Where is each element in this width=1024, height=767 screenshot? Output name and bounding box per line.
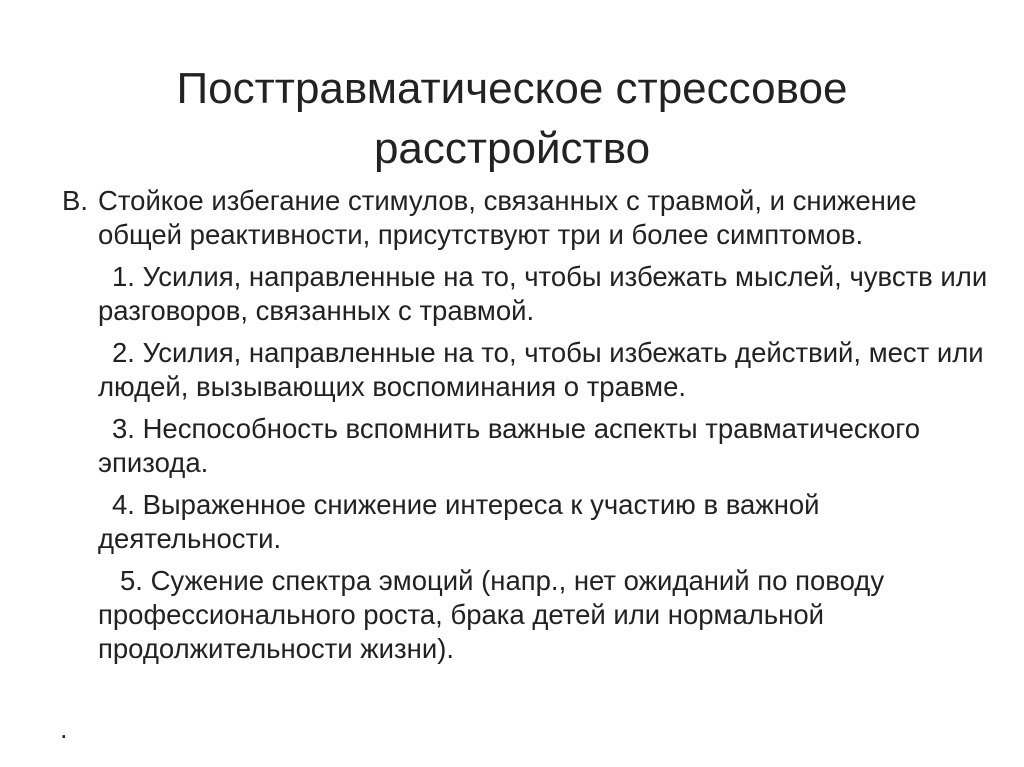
criterion-label: В.	[62, 185, 88, 216]
list-item	[62, 260, 992, 328]
symptom-list	[62, 260, 992, 666]
slide-title-line-2: расстройство	[373, 124, 651, 174]
list-item-text: 5. Сужение спектра эмоций (напр., нет ожиданий по поводу профессионального роста, брака детей или нормальной продолжительности жизни).	[98, 565, 885, 664]
criterion-text: Стойкое избегание стимулов, связанных с травмой, и снижение общей реактивности, присутствуют три и более симптомов.	[98, 185, 917, 250]
list-item-text: 4. Выраженное снижение интереса к участию в важной деятельности.	[98, 489, 820, 554]
list-item	[62, 488, 992, 556]
list-item	[62, 412, 992, 480]
list-item-text: 3. Неспособность вспомнить важные аспекты травматического эпизода.	[98, 413, 921, 478]
trailing-dot: .	[60, 714, 68, 744]
list-item-text: 2. Усилия, направленные на то, чтобы избежать действий, мест или людей, вызывающих воспоминания о травме.	[98, 337, 984, 402]
slide-title	[80, 59, 944, 179]
slide-body	[62, 184, 992, 674]
list-item	[62, 564, 992, 666]
list-item-text: 1. Усилия, направленные на то, чтобы избежать мыслей, чувств или разговоров, связанных с травмой.	[98, 261, 988, 326]
criterion-paragraph	[62, 184, 992, 252]
list-item	[62, 336, 992, 404]
slide-title-line-1: Посттравматическое стрессовое	[176, 64, 848, 114]
